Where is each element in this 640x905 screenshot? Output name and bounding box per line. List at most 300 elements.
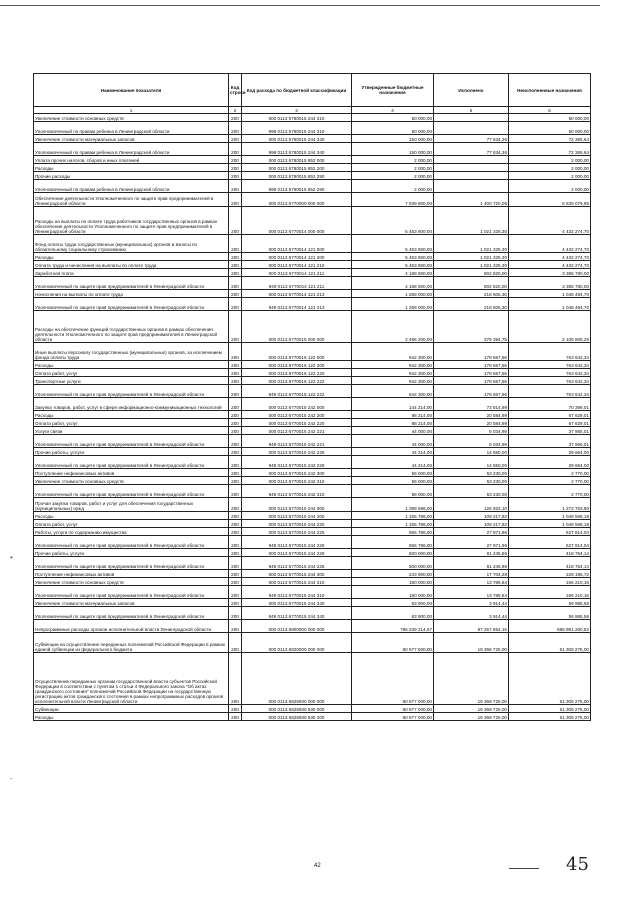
row-executed: 17 704,28 <box>434 570 509 578</box>
row-name: Расходы <box>34 411 229 419</box>
row-name: Осуществление переданных органам государственной власти субъектов Российской Федерации в соответствии с пунктом 1 статьи 4 Федерального закона "Об актах гражданского состояния" полномочий Российской Федерации на государственную регистрацию актов гражданского состояния в рамках непрограммных расходов органов исполнительной власти Ленинградской области <box>34 653 229 705</box>
row-executed: 53 230,00 <box>434 485 509 498</box>
row-executed: 1 021 325,30 <box>434 235 509 253</box>
row-name: Заработная плата <box>34 269 229 277</box>
table-row <box>34 398 591 411</box>
row-budget-code: 000 0113 6770015 242 310 <box>242 477 352 485</box>
row-line-code: 200 <box>229 498 242 512</box>
row-approved: 180 000,00 <box>352 578 434 586</box>
row-budget-code: 949 0113 6770015 242 226 <box>242 456 352 469</box>
row-budget-code: 000 0113 6770015 244 226 <box>242 549 352 557</box>
table-row <box>34 498 591 512</box>
table-row <box>34 713 591 721</box>
row-line-code: 200 <box>229 269 242 277</box>
row-line-code: 200 <box>229 435 242 448</box>
table-row <box>34 578 591 586</box>
row-line-code: 200 <box>229 528 242 536</box>
row-approved: 63 900,00 <box>352 599 434 607</box>
row-executed: 109 217,82 <box>434 512 509 520</box>
table-row <box>34 361 591 369</box>
table-row <box>34 411 591 419</box>
row-name: Увеличение стоимости основных средств <box>34 477 229 485</box>
row-unexecuted: 763 642,34 <box>509 377 591 385</box>
row-executed: 13 789,84 <box>434 586 509 599</box>
row-unexecuted: 1 046 568,18 <box>509 512 591 520</box>
table-row <box>34 298 591 311</box>
row-executed: 178 657,66 <box>434 369 509 377</box>
table-row <box>34 586 591 599</box>
row-unexecuted: 2 770,00 <box>509 469 591 477</box>
row-approved: 942 300,00 <box>352 385 434 398</box>
row-executed: 19 368 725,00 <box>434 713 509 721</box>
row-name: Оплата работ, услуг <box>34 520 229 528</box>
row-executed <box>434 122 509 135</box>
row-approved: 50 000,00 <box>352 122 434 135</box>
row-line-code: 200 <box>229 361 242 369</box>
row-budget-code: 000 0113 6770014 121 200 <box>242 253 352 261</box>
row-executed <box>434 114 509 122</box>
row-executed: 802 820,00 <box>434 269 509 277</box>
row-approved: 4 188 600,00 <box>352 269 434 277</box>
row-unexecuted: 1 046 494,70 <box>509 298 591 311</box>
row-budget-code: 000 0113 6780015 244 340 <box>242 135 352 143</box>
row-name: Увеличение стоимости основных средств <box>34 578 229 586</box>
row-executed: 178 657,66 <box>434 361 509 369</box>
table-row <box>34 557 591 570</box>
row-executed: 13 789,84 <box>434 578 509 586</box>
budget-execution-table <box>33 73 591 721</box>
row-budget-code: 949 0113 6770014 121 211 <box>242 277 352 290</box>
row-unexecuted: 1 272 763,90 <box>509 498 591 512</box>
row-name: Работы, услуги по содержанию имущества <box>34 528 229 536</box>
table-row <box>34 705 591 713</box>
table-row <box>34 193 591 207</box>
row-approved: 2 000,00 <box>352 172 434 180</box>
row-budget-code: 000 0113 6770015 242 220 <box>242 419 352 427</box>
row-executed: 73 814,99 <box>434 398 509 411</box>
column-number: 2 <box>229 107 242 114</box>
row-name: Субвенции <box>34 705 229 713</box>
row-unexecuted: 4 432 274,70 <box>509 235 591 253</box>
row-line-code: 200 <box>229 343 242 361</box>
row-executed: 77 634,36 <box>434 135 509 143</box>
row-unexecuted: 2 000,00 <box>509 180 591 193</box>
row-executed: 802 820,00 <box>434 277 509 290</box>
table-row <box>34 122 591 135</box>
table-row <box>34 114 591 122</box>
row-budget-code: 000 0113 6770015 244 340 <box>242 599 352 607</box>
row-budget-code: 000 0113 6770015 244 300 <box>242 570 352 578</box>
row-name: Увеличение стоимости основных средств <box>34 114 229 122</box>
row-budget-code: 000 0113 6770015 242 221 <box>242 427 352 435</box>
row-approved: 63 900,00 <box>352 607 434 620</box>
table-header-row <box>34 74 591 107</box>
header-executed: Исполнено <box>434 74 509 107</box>
row-executed <box>434 164 509 172</box>
row-executed: 3 914,44 <box>434 599 509 607</box>
row-executed: 3 914,44 <box>434 607 509 620</box>
row-name: Уполномоченный по защите прав предпринимателей в Ленинградской области <box>34 385 229 398</box>
table-row <box>34 277 591 290</box>
row-budget-code: 000 0113 6770015 242 000 <box>242 398 352 411</box>
row-budget-code: 998 0113 6780015 244 340 <box>242 143 352 156</box>
row-line-code: 200 <box>229 469 242 477</box>
column-number: 6 <box>509 107 591 114</box>
top-rule <box>0 5 600 6</box>
row-approved: 942 300,00 <box>352 343 434 361</box>
row-approved: 1 265 000,00 <box>352 298 434 311</box>
row-line-code: 200 <box>229 599 242 607</box>
row-executed: 97 257 954,15 <box>434 620 509 633</box>
row-unexecuted: 37 965,01 <box>509 427 591 435</box>
row-name: Прочие расходы <box>34 172 229 180</box>
table-row <box>34 435 591 448</box>
row-unexecuted: 627 814,04 <box>509 536 591 549</box>
table-row <box>34 261 591 269</box>
row-unexecuted: 166 210,16 <box>509 578 591 586</box>
row-line-code: 200 <box>229 512 242 520</box>
row-name: Уполномоченный по защите прав предпринимателей в Ленинградской области <box>34 557 229 570</box>
row-name: Уполномоченный по защите прав предпринимателей в Ленинградской области <box>34 298 229 311</box>
row-unexecuted: 61 308 275,00 <box>509 653 591 705</box>
table-row <box>34 385 591 398</box>
row-approved: 5 453 600,00 <box>352 253 434 261</box>
row-unexecuted: 3 385 780,00 <box>509 277 591 290</box>
row-unexecuted: 2 000,00 <box>509 164 591 172</box>
table-row <box>34 419 591 427</box>
header-unexecuted: Неисполненные назначения <box>509 74 591 107</box>
row-approved: 655 786,00 <box>352 536 434 549</box>
row-name: Уполномоченный по защите прав предпринимателей в Ленинградской области <box>34 607 229 620</box>
row-unexecuted: 2 770,00 <box>509 485 591 498</box>
row-name: Поступление нефинансовых активов <box>34 570 229 578</box>
row-unexecuted: 627 814,04 <box>509 528 591 536</box>
table-row <box>34 156 591 164</box>
row-executed: 126 922,10 <box>434 498 509 512</box>
table-row <box>34 653 591 705</box>
row-name: Уполномоченный по защите прав предпринимателей в Ленинградской области <box>34 485 229 498</box>
row-budget-code: 000 0113 6770000 000 000 <box>242 193 352 207</box>
row-unexecuted: 67 629,01 <box>509 411 591 419</box>
row-executed: 19 368 725,00 <box>434 705 509 713</box>
row-budget-code: 949 0113 6770015 122 222 <box>242 385 352 398</box>
table-row <box>34 311 591 343</box>
row-unexecuted: 1 046 568,18 <box>509 520 591 528</box>
row-approved: 500 000,00 <box>352 557 434 570</box>
row-name: Непрограммные расходы органов исполнительной власти Ленинградской области <box>34 620 229 633</box>
table-row <box>34 607 591 620</box>
row-approved: 5 453 600,00 <box>352 261 434 269</box>
row-unexecuted: 59 985,56 <box>509 607 591 620</box>
row-budget-code: 000 0113 6770015 242 300 <box>242 469 352 477</box>
margin-mark: • <box>10 553 13 562</box>
row-line-code: 200 <box>229 456 242 469</box>
row-line-code: 200 <box>229 261 242 269</box>
row-line-code: 200 <box>229 653 242 705</box>
row-unexecuted: 59 985,56 <box>509 599 591 607</box>
row-budget-code: 000 0113 6770015 242 200 <box>242 411 352 419</box>
row-executed: 178 657,66 <box>434 385 509 398</box>
row-unexecuted: 166 210,16 <box>509 586 591 599</box>
row-budget-code: 998 0113 6780015 852 290 <box>242 180 352 193</box>
row-approved: 7 939 800,00 <box>352 193 434 207</box>
table-row <box>34 135 591 143</box>
row-budget-code: 000 0113 6770014 121 211 <box>242 269 352 277</box>
row-executed: 218 505,30 <box>434 290 509 298</box>
row-budget-code: 000 0113 6770014 121 210 <box>242 261 352 269</box>
row-unexecuted: 763 642,34 <box>509 343 591 361</box>
row-budget-code: 000 0113 6770015 000 000 <box>242 311 352 343</box>
row-executed: 178 657,66 <box>434 343 509 361</box>
row-line-code: 200 <box>229 586 242 599</box>
row-unexecuted: 418 754,14 <box>509 549 591 557</box>
row-unexecuted: 763 642,34 <box>509 361 591 369</box>
row-line-code: 200 <box>229 180 242 193</box>
row-unexecuted: 72 365,64 <box>509 143 591 156</box>
table-row <box>34 549 591 557</box>
row-budget-code: 000 0113 6770015 122 222 <box>242 377 352 385</box>
row-line-code: 200 <box>229 207 242 235</box>
row-budget-code: 000 0113 6825930 000 000 <box>242 653 352 705</box>
row-unexecuted: 763 642,34 <box>509 385 591 398</box>
row-line-code: 200 <box>229 298 242 311</box>
row-budget-code: 000 0113 6770015 122 000 <box>242 343 352 361</box>
row-line-code: 200 <box>229 235 242 253</box>
row-executed: 20 584,99 <box>434 411 509 419</box>
row-approved: 1 155 786,00 <box>352 520 434 528</box>
row-executed: 27 971,96 <box>434 536 509 549</box>
table-row <box>34 180 591 193</box>
row-approved: 44 214,00 <box>352 456 434 469</box>
row-name: Увеличение стоимости материальных запасов <box>34 599 229 607</box>
row-approved: 144 214,00 <box>352 398 434 411</box>
row-unexecuted: 61 308 275,00 <box>509 705 591 713</box>
row-line-code: 200 <box>229 156 242 164</box>
row-executed <box>434 156 509 164</box>
row-approved: 942 300,00 <box>352 361 434 369</box>
row-executed: 1 400 720,05 <box>434 193 509 207</box>
table-row <box>34 469 591 477</box>
row-line-code: 200 <box>229 607 242 620</box>
row-budget-code: 949 0113 6770014 121 213 <box>242 298 352 311</box>
row-unexecuted: 3 385 780,00 <box>509 269 591 277</box>
row-name: Расходы <box>34 713 229 721</box>
row-line-code: 200 <box>229 427 242 435</box>
row-name: Уполномоченный по правам ребенка в Ленинградской области <box>34 180 229 193</box>
row-budget-code: 000 0113 6820000 000 000 <box>242 633 352 653</box>
row-approved: 655 786,00 <box>352 528 434 536</box>
row-budget-code: 000 0113 6800000 000 000 <box>242 620 352 633</box>
row-approved: 2 000,00 <box>352 180 434 193</box>
table-row <box>34 143 591 156</box>
row-budget-code: 949 0113 6770015 244 310 <box>242 586 352 599</box>
table-row <box>34 512 591 520</box>
row-name: Начисления на выплаты по оплате труда <box>34 290 229 298</box>
row-approved: 44 000,00 <box>352 427 434 435</box>
row-approved: 56 000,00 <box>352 477 434 485</box>
header-name: Наименование показателя <box>34 74 229 107</box>
row-line-code: 200 <box>229 549 242 557</box>
row-executed: 109 217,82 <box>434 520 509 528</box>
row-approved: 1 155 786,00 <box>352 512 434 520</box>
row-budget-code: 000 0113 6770014 121 000 <box>242 235 352 253</box>
table-row <box>34 269 591 277</box>
row-unexecuted: 37 965,01 <box>509 435 591 448</box>
row-unexecuted: 61 308 275,00 <box>509 713 591 721</box>
row-executed <box>434 180 509 193</box>
row-name: Уполномоченный по защите прав предпринимателей в Ленинградской области <box>34 277 229 290</box>
row-name: Поступление нефинансовых активов <box>34 469 229 477</box>
row-line-code: 200 <box>229 485 242 498</box>
row-unexecuted: 226 195,72 <box>509 570 591 578</box>
page-number: 42 <box>314 863 321 869</box>
row-line-code: 200 <box>229 193 242 207</box>
row-line-code: 200 <box>229 448 242 456</box>
row-executed: 81 245,86 <box>434 557 509 570</box>
row-approved: 4 188 600,00 <box>352 277 434 290</box>
row-line-code: 200 <box>229 419 242 427</box>
row-budget-code: 000 0113 6780015 852 200 <box>242 164 352 172</box>
row-line-code: 200 <box>229 253 242 261</box>
row-unexecuted: 4 432 274,70 <box>509 261 591 269</box>
row-executed: 53 230,00 <box>434 477 509 485</box>
row-name: Уполномоченный по правам ребенка в Ленинградской области <box>34 143 229 156</box>
header-line-code: Код строки <box>229 74 242 107</box>
row-budget-code: 949 0113 6770015 244 225 <box>242 536 352 549</box>
row-line-code: 200 <box>229 520 242 528</box>
table-row <box>34 456 591 469</box>
row-budget-code: 949 0113 6770015 244 340 <box>242 607 352 620</box>
margin-mark: - <box>10 774 13 783</box>
row-approved: 44 214,00 <box>352 448 434 456</box>
row-executed: 14 550,00 <box>434 448 509 456</box>
row-approved: 1 399 686,00 <box>352 498 434 512</box>
row-unexecuted: 29 664,00 <box>509 448 591 456</box>
row-name: Уполномоченный по защите прав предпринимателей в Ленинградской области <box>34 536 229 549</box>
row-unexecuted: 1 046 494,70 <box>509 290 591 298</box>
row-executed: 1 021 325,30 <box>434 207 509 235</box>
row-unexecuted: 2 106 805,25 <box>509 311 591 343</box>
row-name: Уполномоченный по защите прав предпринимателей в Ленинградской области <box>34 435 229 448</box>
row-unexecuted: 67 629,01 <box>509 419 591 427</box>
row-budget-code: 000 0113 6825930 530 000 <box>242 705 352 713</box>
handwritten-page-stamp: 45 <box>566 854 589 875</box>
row-budget-code: 000 0113 6770015 242 226 <box>242 448 352 456</box>
table-row <box>34 599 591 607</box>
row-name: Оплата работ, услуг <box>34 369 229 377</box>
row-approved: 942 300,00 <box>352 369 434 377</box>
table-row <box>34 448 591 456</box>
row-unexecuted: 70 399,01 <box>509 398 591 411</box>
row-executed: 19 368 725,00 <box>434 653 509 705</box>
row-line-code: 200 <box>229 477 242 485</box>
row-executed: 77 634,36 <box>434 143 509 156</box>
row-approved: 80 677 000,00 <box>352 653 434 705</box>
row-line-code: 200 <box>229 620 242 633</box>
row-unexecuted: 4 432 274,70 <box>509 207 591 235</box>
row-name: Прочая закупка товаров, работ и услуг для обеспечения государственных (муниципальных) нужд <box>34 498 229 512</box>
row-name: Расходы на обеспечение функций государственных органов в рамках обеспечения деятельности Уполномоченного по защите прав предпринимателей в Ленинградской области <box>34 311 229 343</box>
row-approved: 56 000,00 <box>352 469 434 477</box>
row-name: Уплата прочих налогов, сборов и иных платежей <box>34 156 229 164</box>
row-executed: 379 394,75 <box>434 311 509 343</box>
row-budget-code: 000 0113 6770015 122 200 <box>242 361 352 369</box>
row-line-code: 200 <box>229 369 242 377</box>
row-executed <box>434 172 509 180</box>
row-unexecuted: 4 432 274,70 <box>509 253 591 261</box>
row-executed: 14 550,00 <box>434 456 509 469</box>
row-name: Транспортные услуги <box>34 377 229 385</box>
row-line-code: 200 <box>229 633 242 653</box>
row-executed: 178 657,66 <box>434 377 509 385</box>
row-budget-code: 000 0113 6825930 530 200 <box>242 713 352 721</box>
table-row <box>34 427 591 435</box>
row-line-code: 200 <box>229 311 242 343</box>
table-row <box>34 620 591 633</box>
row-name: Субвенции на осуществление переданных полномочий Российской Федерации в рамках единой субвенции из федерального бюджета <box>34 633 229 653</box>
row-budget-code: 000 0113 6780015 852 290 <box>242 172 352 180</box>
row-line-code: 200 <box>229 135 242 143</box>
row-approved: 2 000,00 <box>352 156 434 164</box>
row-line-code: 200 <box>229 290 242 298</box>
row-executed: 6 034,99 <box>434 427 509 435</box>
row-unexecuted: 418 754,14 <box>509 557 591 570</box>
row-approved: 786 239 214,67 <box>352 620 434 633</box>
table-row <box>34 343 591 361</box>
row-line-code: 200 <box>229 713 242 721</box>
header-budget-code: Код расхода по бюджетной классификации <box>242 74 352 107</box>
row-approved: 56 000,00 <box>352 485 434 498</box>
row-executed: 19 368 725,00 <box>434 633 509 653</box>
row-line-code: 200 <box>229 411 242 419</box>
row-approved: 180 000,00 <box>352 586 434 599</box>
table-row <box>34 369 591 377</box>
row-name: Увеличение стоимости материальных запасов <box>34 135 229 143</box>
row-line-code: 200 <box>229 385 242 398</box>
row-unexecuted: 763 642,34 <box>509 369 591 377</box>
row-executed: 6 034,99 <box>434 435 509 448</box>
row-approved: 500 000,00 <box>352 549 434 557</box>
row-approved: 80 677 000,00 <box>352 633 434 653</box>
row-approved: 150 000,00 <box>352 135 434 143</box>
row-name: Уполномоченный по защите прав предпринимателей в Ленинградской области <box>34 456 229 469</box>
row-approved: 5 453 600,00 <box>352 207 434 235</box>
table-row <box>34 207 591 235</box>
row-name: Обеспечение деятельности Уполномоченного по защите прав предпринимателей в Ленинградской области <box>34 193 229 207</box>
header-approved: Утвержденные бюджетные назначения <box>352 74 434 107</box>
row-line-code: 200 <box>229 377 242 385</box>
row-budget-code: 998 0113 6780015 244 310 <box>242 122 352 135</box>
row-budget-code: 949 0113 6770015 244 226 <box>242 557 352 570</box>
row-executed: 53 230,00 <box>434 469 509 477</box>
row-line-code: 200 <box>229 570 242 578</box>
row-unexecuted: 50 000,00 <box>509 122 591 135</box>
table-row <box>34 477 591 485</box>
row-approved: 88 214,00 <box>352 419 434 427</box>
row-line-code: 200 <box>229 398 242 411</box>
row-approved: 80 677 000,00 <box>352 705 434 713</box>
row-unexecuted: 50 000,00 <box>509 114 591 122</box>
row-budget-code: 000 0113 6770015 244 310 <box>242 578 352 586</box>
row-name: Услуги связи <box>34 427 229 435</box>
table-row <box>34 536 591 549</box>
row-unexecuted: 2 000,00 <box>509 156 591 164</box>
row-approved: 150 000,00 <box>352 143 434 156</box>
row-unexecuted: 61 308 275,00 <box>509 633 591 653</box>
row-approved: 44 000,00 <box>352 435 434 448</box>
row-name: Иные выплаты персоналу государственных (муниципальных) органов, за исключением фонда оплаты труда <box>34 343 229 361</box>
row-approved: 80 677 000,00 <box>352 713 434 721</box>
